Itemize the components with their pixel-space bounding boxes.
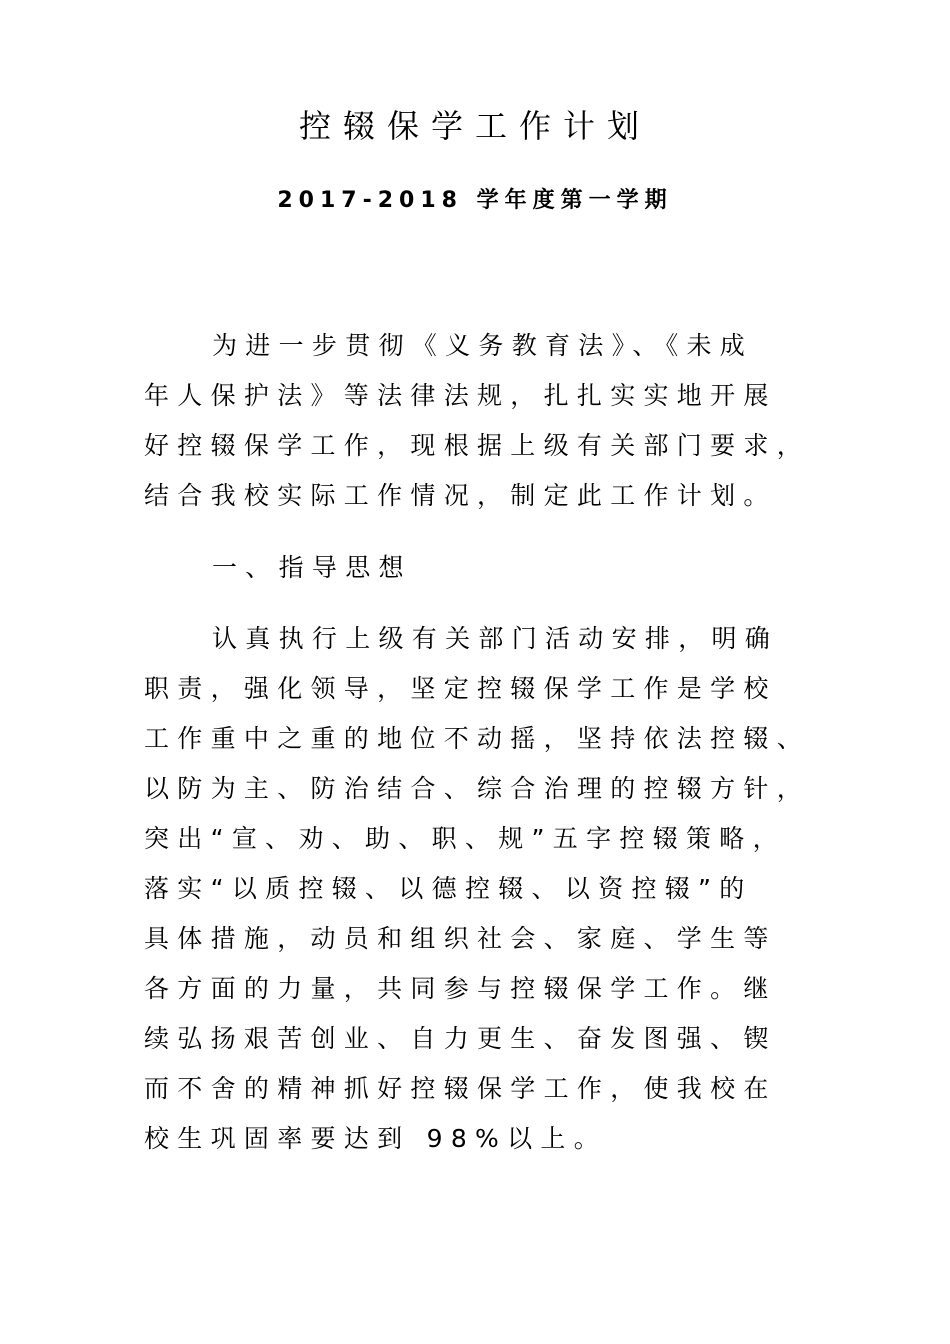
paragraph-line: 年人保护法》等法律法规，扎扎实实地开展 bbox=[144, 381, 777, 410]
paragraph-line: 校生巩固率要达到 98%以上。 bbox=[144, 1124, 608, 1153]
guiding-paragraph bbox=[144, 614, 834, 1164]
paragraph-line: 各方面的力量，共同参与控辍保学工作。继 bbox=[144, 974, 777, 1003]
paragraph-line: 职责，强化领导，坚定控辍保学工作是学校 bbox=[144, 674, 777, 703]
paragraph-line: 结合我校实际工作情况，制定此工作计划。 bbox=[144, 481, 777, 510]
paragraph-line: 突出“宣、劝、助、职、规”五字控辍策略， bbox=[144, 824, 786, 853]
paragraph-line: 工作重中之重的地位不动摇，坚持依法控辍、 bbox=[144, 724, 811, 753]
paragraph-line: 认真执行上级有关部门活动安排，明确 bbox=[212, 624, 779, 653]
paragraph-line: 好控辍保学工作，现根据上级有关部门要求， bbox=[144, 431, 811, 460]
paragraph-line: 落实“以质控辍、以德控辍、以资控辍”的 bbox=[144, 874, 753, 903]
paragraph-line: 以防为主、防治结合、综合治理的控辍方针， bbox=[144, 774, 811, 803]
paragraph-line: 续弘扬艰苦创业、自力更生、奋发图强、锲 bbox=[144, 1024, 777, 1053]
intro-paragraph bbox=[144, 321, 834, 521]
paragraph-line: 而不舍的精神抓好控辍保学工作，使我校在 bbox=[144, 1074, 777, 1103]
paragraph-line: 具体措施，动员和组织社会、家庭、学生等 bbox=[144, 924, 777, 953]
paragraph-line: 为进一步贯彻《义务教育法》、《未成 bbox=[212, 331, 754, 360]
section-heading: 一、指导思想 bbox=[212, 553, 412, 582]
section-heading-block bbox=[144, 543, 834, 593]
document-title: 控辍保学工作计划 bbox=[298, 107, 651, 145]
document-subtitle: 2017-2018 学年度第一学期 bbox=[277, 188, 673, 213]
